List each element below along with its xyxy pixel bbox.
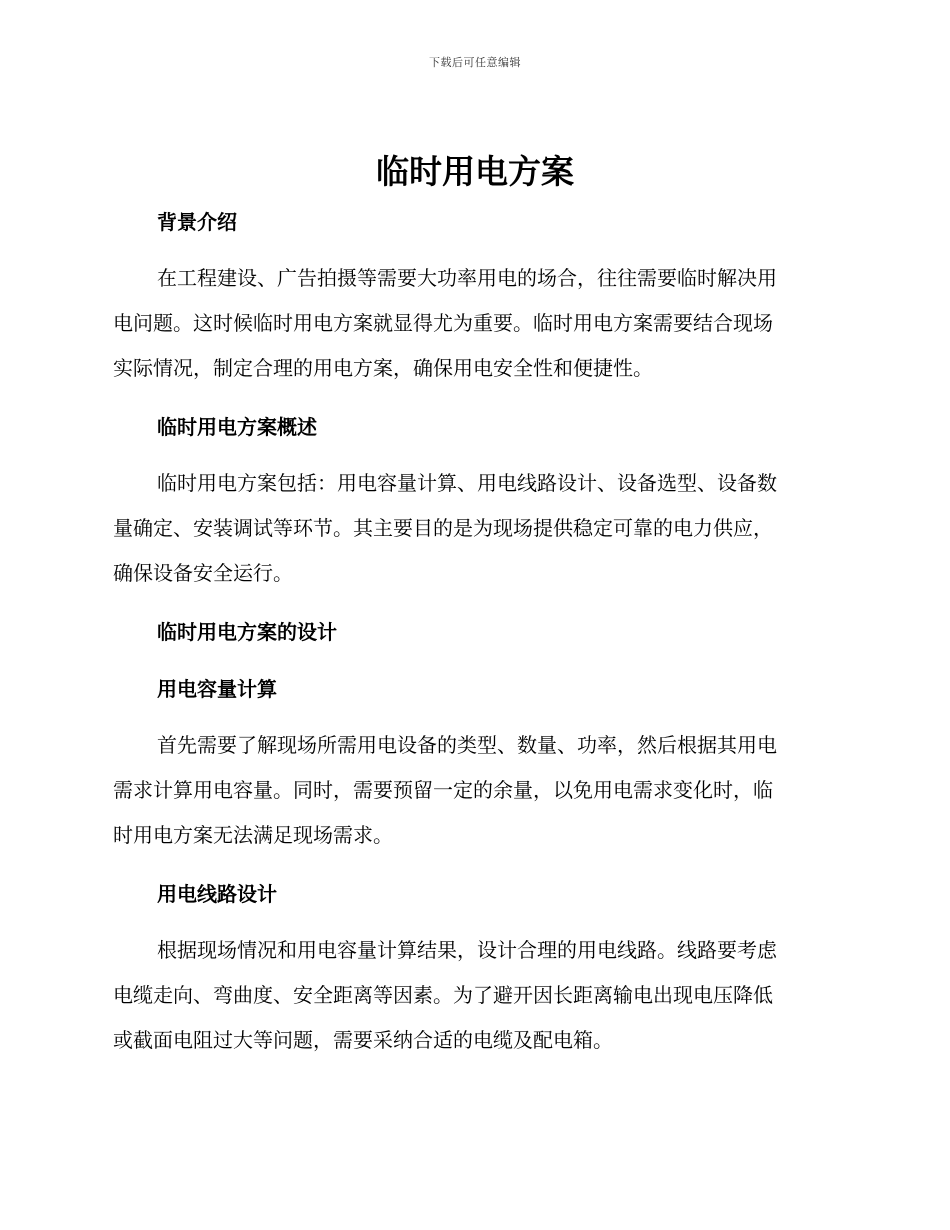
paragraph-line: 在工程建设、广告拍摄等需要大功率用电的场合，往往需要临时解决用 — [157, 266, 777, 290]
paragraph-line: 电问题。这时候临时用电方案就显得尤为重要。临时用电方案需要结合现场 — [113, 311, 773, 335]
section-heading-capacity: 用电容量计算 — [157, 677, 277, 701]
section-paragraph-overview — [113, 461, 831, 596]
paragraph-line: 根据现场情况和用电容量计算结果，设计合理的用电线路。线路要考虑 — [157, 938, 777, 962]
section-paragraph-capacity — [113, 723, 831, 858]
paragraph-line: 确保设备安全运行。 — [113, 561, 293, 585]
document-title: 临时用电方案 — [376, 152, 574, 191]
paragraph-line: 临时用电方案包括：用电容量计算、用电线路设计、设备选型、设备数 — [157, 471, 777, 495]
section-heading-background: 背景介绍 — [157, 210, 237, 234]
paragraph-line: 电缆走向、弯曲度、安全距离等因素。为了避开因长距离输电出现电压降低 — [113, 983, 773, 1007]
paragraph-line: 实际情况，制定合理的用电方案，确保用电安全性和便捷性。 — [113, 356, 653, 380]
section-paragraph-background — [113, 256, 831, 391]
section-heading-overview: 临时用电方案概述 — [157, 415, 317, 439]
section-paragraph-wiring — [113, 928, 831, 1063]
header-note: 下载后可任意编辑 — [429, 56, 521, 69]
paragraph-line: 首先需要了解现场所需用电设备的类型、数量、功率，然后根据其用电 — [157, 733, 777, 757]
paragraph-line: 量确定、安装调试等环节。其主要目的是为现场提供稳定可靠的电力供应， — [113, 516, 773, 540]
paragraph-line: 需求计算用电容量。同时，需要预留一定的余量，以免用电需求变化时，临 — [113, 778, 773, 802]
section-heading-wiring: 用电线路设计 — [157, 882, 277, 906]
section-heading-design: 临时用电方案的设计 — [157, 620, 337, 644]
paragraph-line: 或截面电阻过大等问题，需要采纳合适的电缆及配电箱。 — [113, 1028, 613, 1052]
paragraph-line: 时用电方案无法满足现场需求。 — [113, 823, 393, 847]
